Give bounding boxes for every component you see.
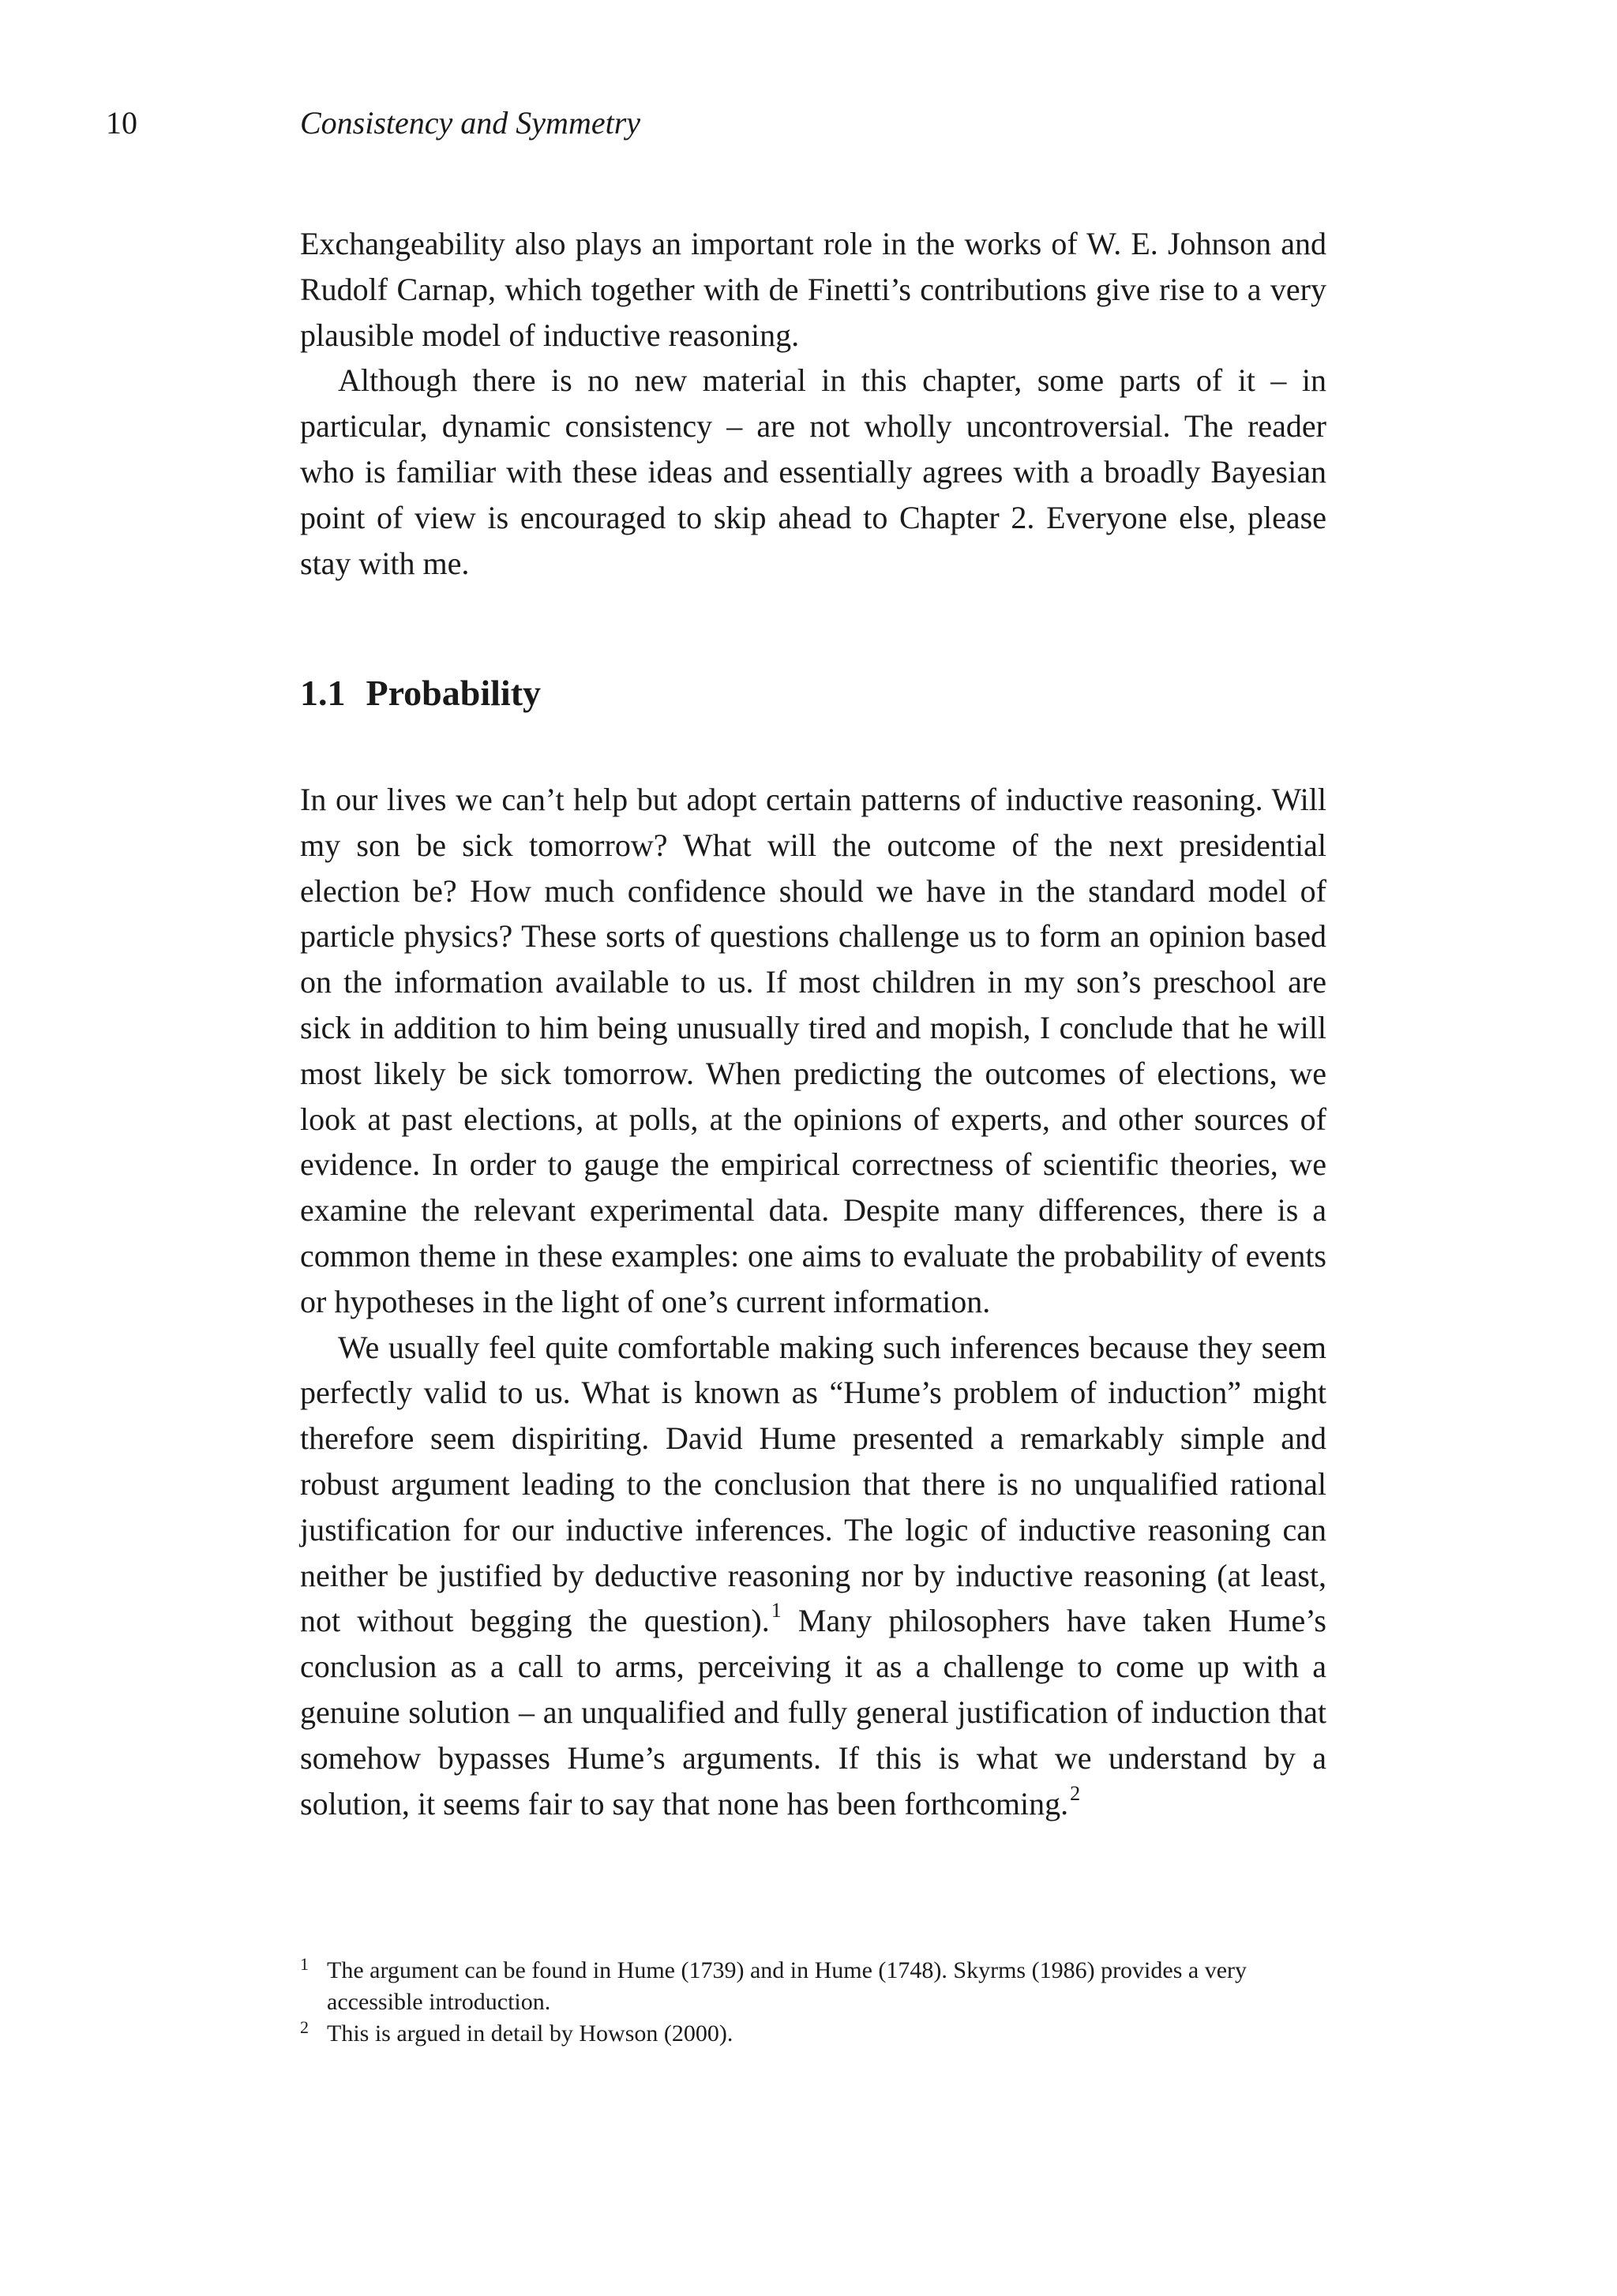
body-paragraph-1: In our lives we can’t help but adopt certain patterns of inductive reasoning. Will my son be sick tomorrow? What will the outcome of the next presidential election be? How much confidence should we have in the standard model of particle physics? These sorts of questions challenge us to form an opinion based on the information available to us. If most children in my son’s preschool are sick in addition to him being unusually tired and mopish, I conclude that he will most likely be sick tomorrow. When predicting the outcomes of elections, we look at past elections, at polls, at the opinions of experts, and other sources of evidence. In order to gauge the empirical correctness of scientific theories, we examine the relevant experimental data. Despite many differences, there is a common theme in these examples: one aims to evaluate the probability of events or hypotheses in the light of one’s current information. bbox=[300, 782, 1326, 1319]
footnote-1 bbox=[300, 1955, 1326, 2018]
footnote-2 bbox=[300, 2018, 1326, 2050]
footnote-text-2: This is argued in detail by Howson (2000). bbox=[327, 2020, 733, 2047]
section-number: 1.1 bbox=[300, 673, 346, 713]
footnote-mark-2: 2 bbox=[300, 2017, 309, 2037]
running-head: Consistency and Symmetry bbox=[300, 105, 641, 141]
footnote-text-1: The argument can be found in Hume (1739) and in Hume (1748). Skyrms (1986) provides a very accessible introduction. bbox=[327, 1957, 1247, 2015]
body-paragraph-2-text-a: We usually feel quite comfortable making such inferences because they seem perfectly valid to us. What is known as “Hume’s problem of induction” might therefore seem dispiriting. David Hume presented a remarkably simple and robust argument leading to the conclusion that there is no unqualified rational justification for our inductive inferences. The logic of inductive reasoning can neither be justified by deductive reasoning nor by inductive reasoning (at least, not without begging the question). bbox=[300, 1329, 1326, 1639]
footnote-mark-1: 1 bbox=[300, 1954, 309, 1974]
body-paragraph-2-text-b: Many philosophers have taken Hume’s conclusion as a call to arms, perceiving it as a challenge to come up with a genuine solution – an unqualified and fully general justification of induction that somehow bypasses Hume’s arguments. If this is what we understand by a solution, it seems fair to say that none has been forthcoming. bbox=[300, 1603, 1326, 1821]
intro-paragraph-1: Exchangeability also plays an important role in the works of W. E. Johnson and Rudolf Carnap, which together with de Finetti’s contributions give rise to a very plausible model of inductive reasoning. bbox=[300, 226, 1326, 353]
section-body bbox=[300, 777, 1326, 1826]
footnote-ref-1[interactable]: 1 bbox=[771, 1599, 782, 1623]
footnotes bbox=[300, 1955, 1326, 2050]
intro-paragraph-2: Although there is no new material in this chapter, some parts of it – in particular, dynamic consistency – are not wholly uncontroversial. The reader who is familiar with these ideas and essentially agrees with a broadly Bayesian point of view is encouraged to skip ahead to Chapter 2. Everyone else, please stay with me. bbox=[300, 362, 1326, 581]
page-number: 10 bbox=[106, 105, 137, 141]
section-heading bbox=[300, 671, 541, 715]
footnote-ref-2[interactable]: 2 bbox=[1070, 1781, 1081, 1805]
section-title: Probability bbox=[366, 673, 542, 713]
intro-text bbox=[300, 221, 1326, 586]
body-paragraph-2 bbox=[300, 1325, 1326, 1827]
